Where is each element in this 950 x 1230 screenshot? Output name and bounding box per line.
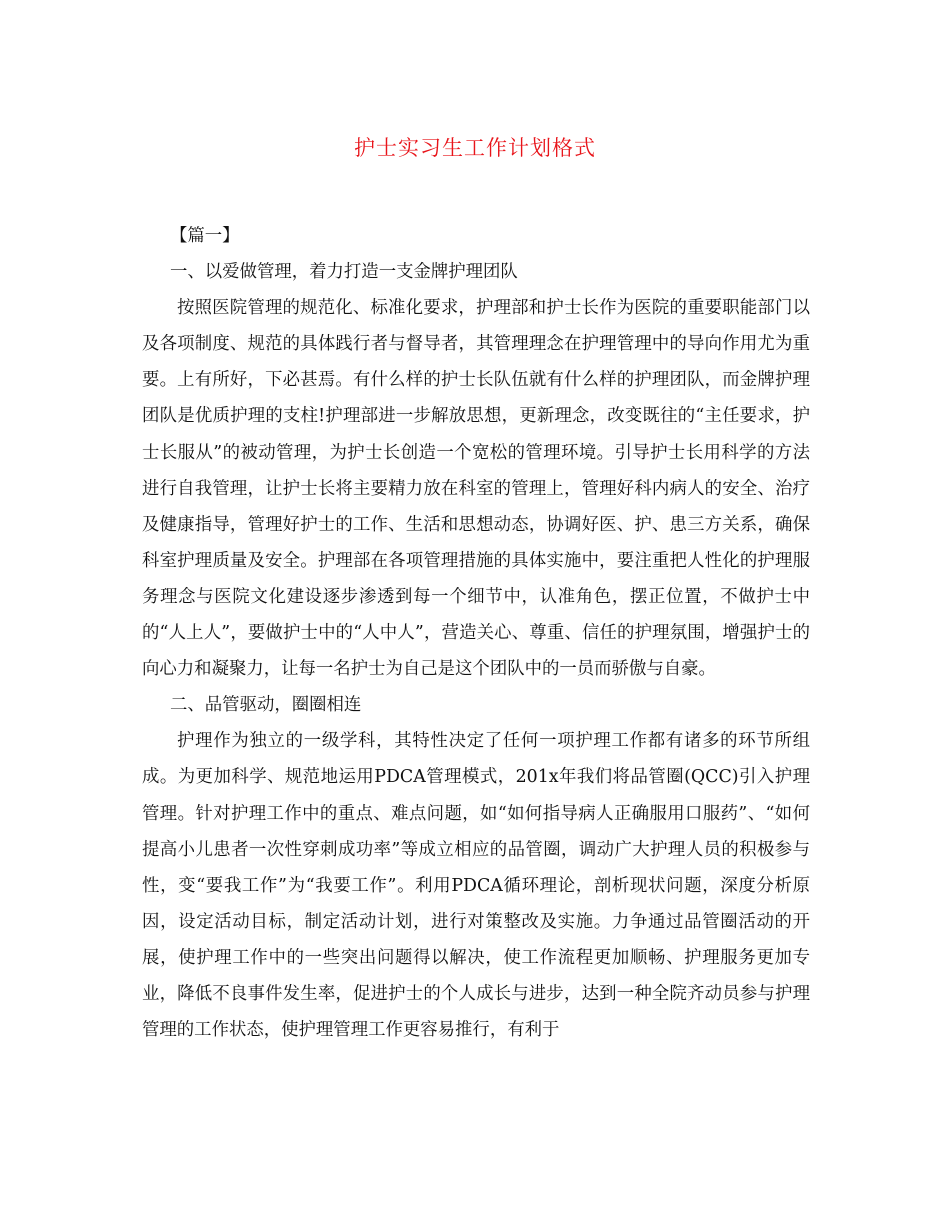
body-paragraph: 按照医院管理的规范化、标准化要求，护理部和护士长作为医院的重要职能部门以及各项制度、规范的具体践行者与督导者，其管理理念在护理管理中的导向作用尤为重要。上有所好，下必甚焉。有什么样的护士长队伍就有什么样的护理团队，而金牌护理团队是优质护理的支柱!护理部进一步解放思想，更新理念，改变既往的“主任要求，护士长服从”的被动管理，为护士长创造一个宽松的管理环境。引导护士长用科学的方法进行自我管理，让护士长将主要精力放在科室的管理上，管理好科内病人的安全、治疗及健康指导，管理好护士的工作、生活和思想动态，协调好医、护、患三方关系，确保科室护理质量及安全。护理部在各项管理措施的具体实施中，要注重把人性化的护理服务理念与医院文化建设逐步渗透到每一个细节中，认准角色，摆正位置，不做护士中的“人上人”，要做护士中的“人中人”，营造关心、尊重、信任的护理氛围，增强护士的向心力和凝聚力，让每一名护士为自己是这个团队中的一员而骄傲与自豪。 [142,298,810,680]
document-title: 护士实习生工作计划格式 [354,136,596,160]
section-heading: 一、以爱做管理，着力打造一支金牌护理团队 [170,262,518,283]
document-body [142,218,810,1048]
section-label: 【篇一】 [170,226,240,246]
body-paragraph: 护理作为独立的一级学科，其特性决定了任何一项护理工作都有诸多的环节所组成。为更加科学、规范地运用PDCA管理模式，201x年我们将品管圈(QCC)引入护理管理。针对护理工作中的重点、难点问题，如“如何指导病人正确服用口服药”、“如何提高小儿患者一次性穿刺成功率”等成立相应的品管圈，调动广大护理人员的积极参与性，变“要我工作”为“我要工作”。利用PDCA循环理论，剖析现状问题，深度分析原因，设定活动目标，制定活动计划，进行对策整改及实施。力争通过品管圈活动的开展，使护理工作中的一些突出问题得以解决，使工作流程更加顺畅、护理服务更加专业，降低不良事件发生率，促进护士的个人成长与进步，达到一种全院齐动员参与护理管理的工作状态，使护理管理工作更容易推行，有利于 [142,731,810,1041]
section-heading: 二、品管驱动，圈圈相连 [170,695,362,716]
